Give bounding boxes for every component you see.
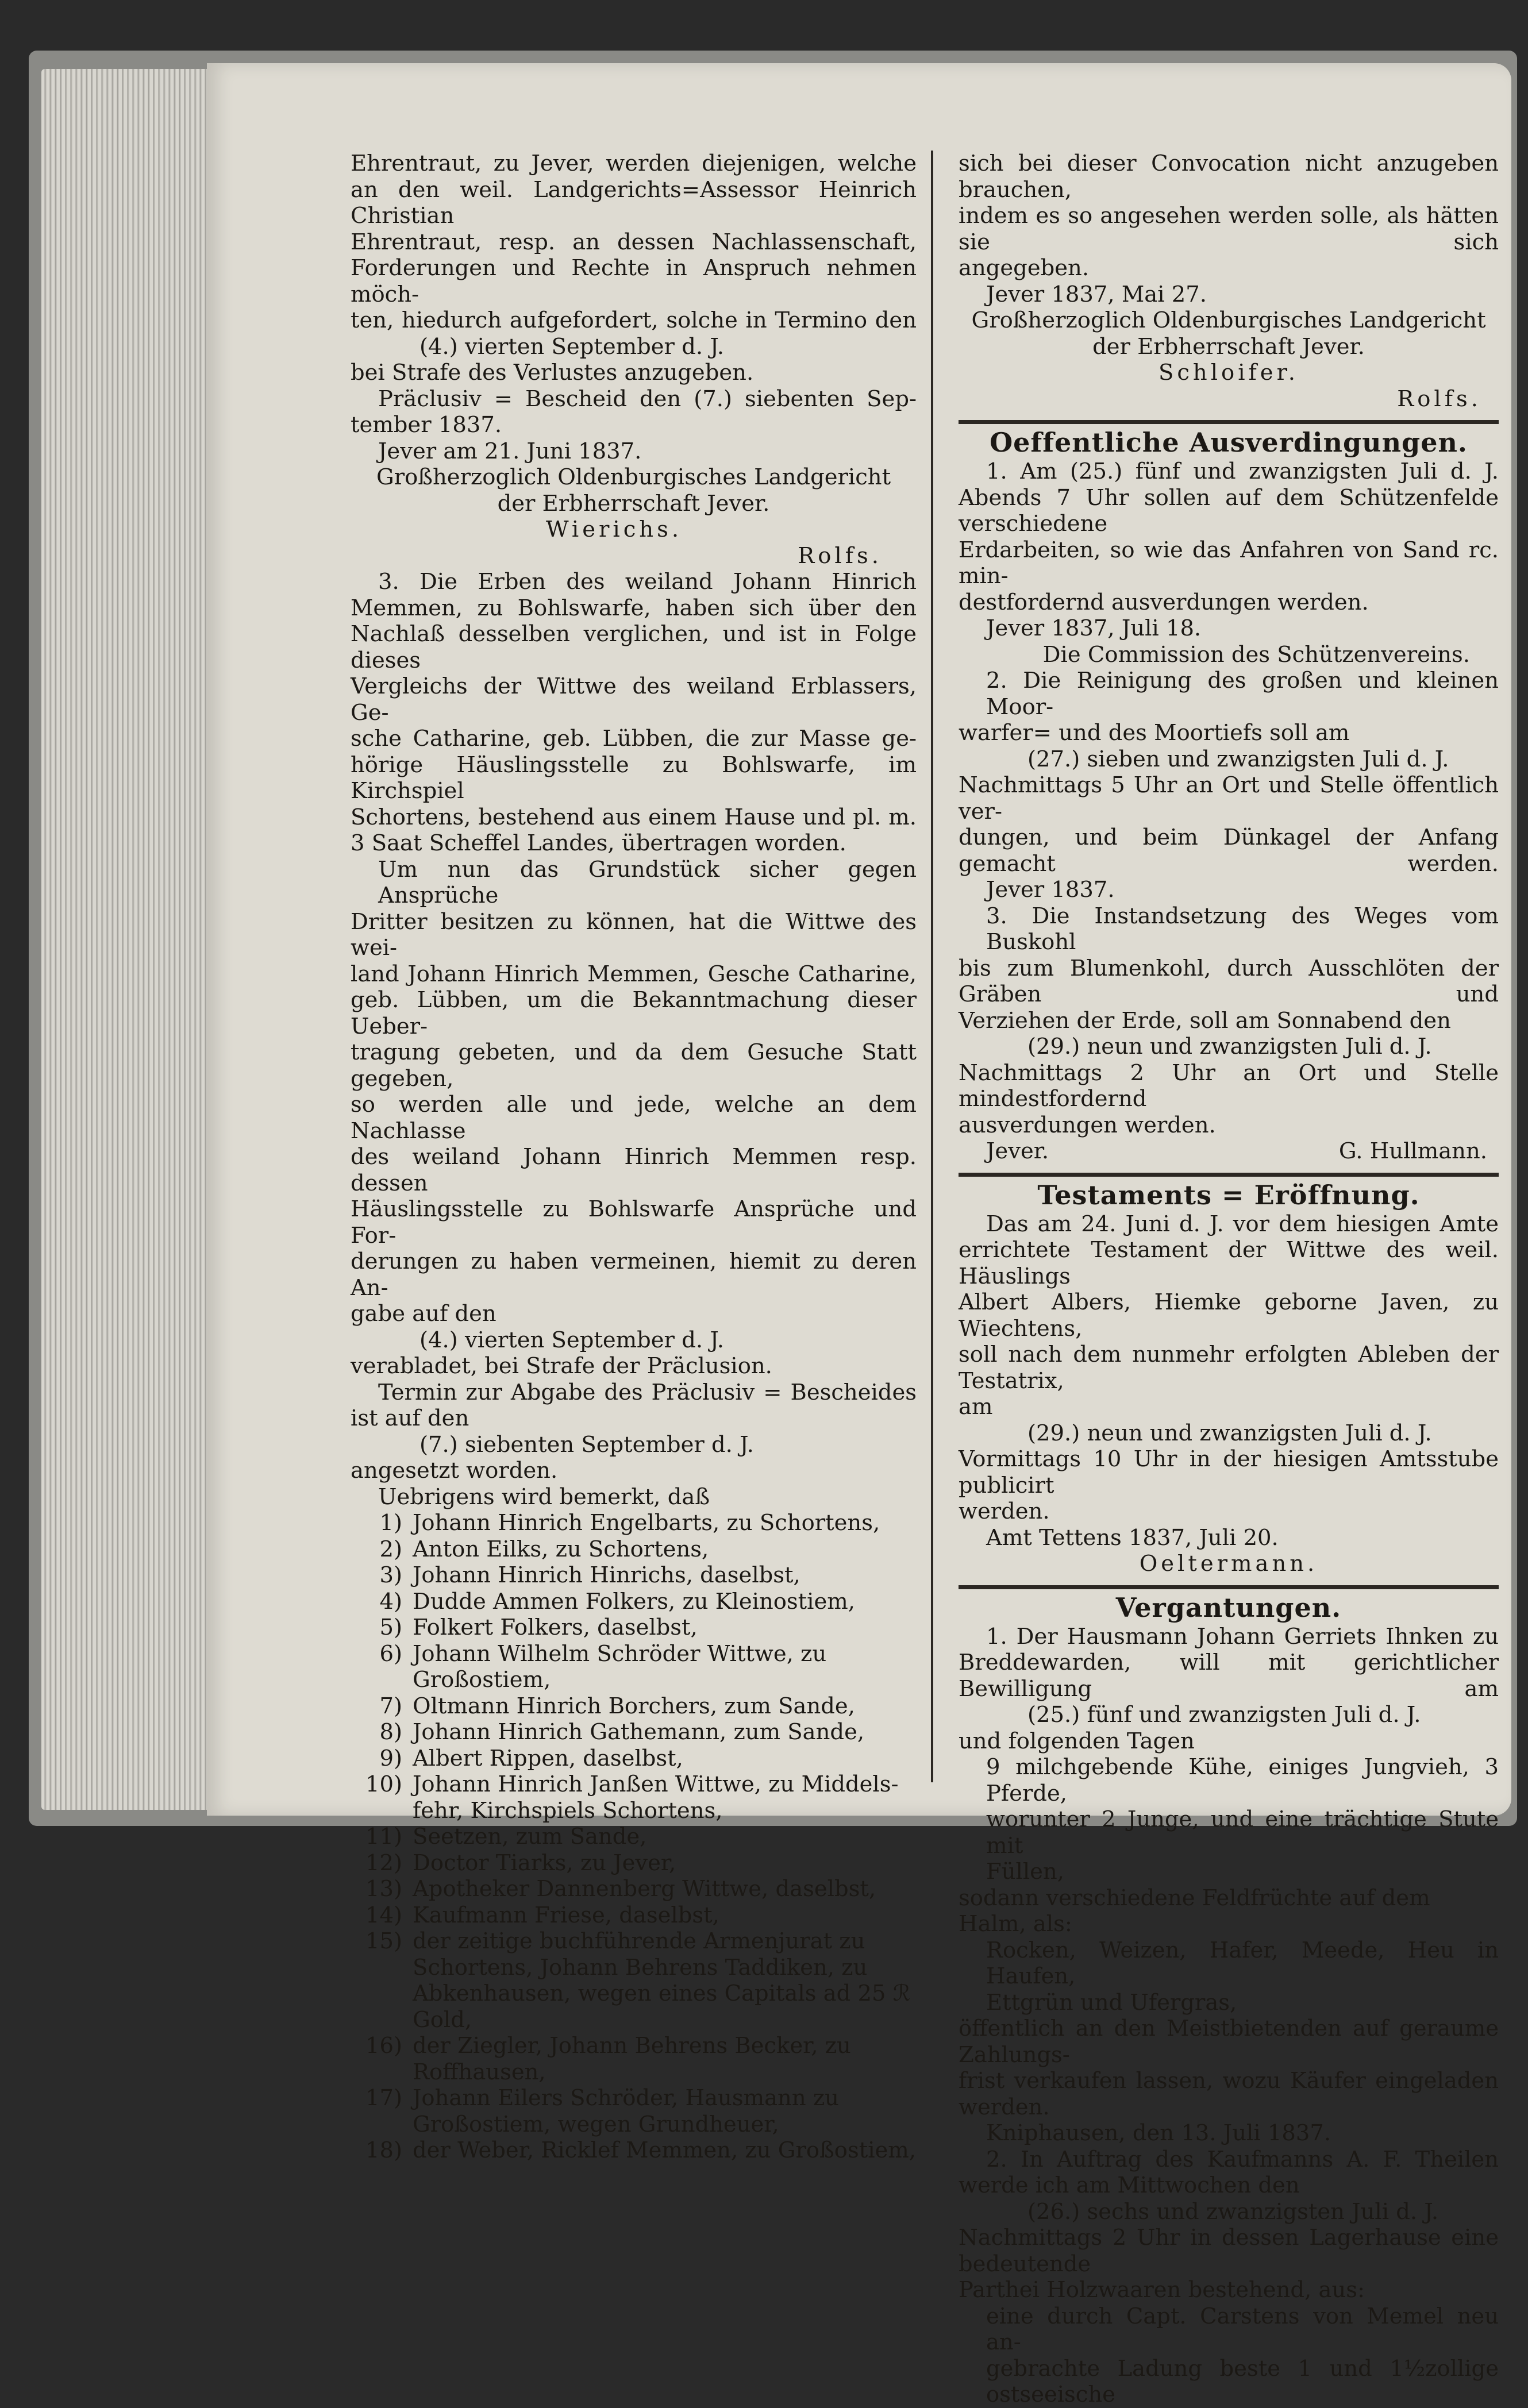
list-item xyxy=(351,2085,917,2137)
signature: Rolfs. xyxy=(798,542,882,569)
list-number: 15) xyxy=(365,1928,402,1954)
section-heading: Testaments = Eröffnung. xyxy=(1037,1179,1420,1211)
date-line: Kniphausen, den 13. Juli 1837. xyxy=(986,2120,1331,2146)
page-edges xyxy=(41,69,214,1810)
text-line: 9 milchgebende Kühe, einiges Jungvieh, 3 Pferde, xyxy=(986,1754,1499,1806)
text-line: Memmen, zu Bohlswarfe, haben sich über den xyxy=(351,595,917,621)
text-line: Füllen, xyxy=(986,1859,1064,1885)
place-line: Jever. xyxy=(986,1138,1049,1164)
list-item xyxy=(351,1589,917,1615)
text-line: Schortens, bestehend aus einem Hause und pl. m. xyxy=(351,804,917,830)
list-number: 14) xyxy=(365,1902,402,1928)
text-line: Parthei Holzwaaren bestehend, aus: xyxy=(959,2277,1365,2303)
text-line: Ettgrün und Ufergras, xyxy=(986,1989,1237,2016)
text-line: werden. xyxy=(959,1498,1050,1524)
section-heading: Oeffentliche Ausverdingungen. xyxy=(990,427,1468,458)
text-line: sche Catharine, geb. Lübben, die zur Masse ge- xyxy=(351,726,917,752)
date-line: Jever am 21. Juni 1837. xyxy=(378,438,642,464)
text-line: Das am 24. Juni d. J. vor dem hiesigen Amte xyxy=(986,1211,1499,1237)
date-line: (27.) sieben und zwanzigsten Juli d. J. xyxy=(1027,746,1449,772)
text-line: bei Strafe des Verlustes anzugeben. xyxy=(351,360,754,386)
list-number: 11) xyxy=(365,1824,402,1850)
signature-row xyxy=(959,1138,1499,1165)
text-line: soll nach dem nunmehr erfolgten Ableben der Testatrix, xyxy=(959,1342,1499,1394)
text-line: werde ich am Mittwochen den xyxy=(959,2172,1300,2198)
text-line: Breddewarden, will mit gerichtlicher Bewilligung am xyxy=(959,1650,1499,1702)
text-line: des weiland Johann Hinrich Memmen resp. dessen xyxy=(351,1144,917,1196)
list-text: Apotheker Dannenberg Wittwe, daselbst, xyxy=(413,1876,876,1902)
text-line: ist auf den xyxy=(351,1405,469,1431)
list-text: Kaufmann Friese, daselbst, xyxy=(413,1902,719,1928)
list-number: 5) xyxy=(379,1615,402,1640)
text-line: Uebrigens wird bemerkt, daß xyxy=(378,1484,710,1510)
text-line: Nachlaß desselben verglichen, und ist in Folge dieses xyxy=(351,621,917,673)
text-line: warfer= und des Moortiefs soll am xyxy=(959,720,1350,746)
date-line: (4.) vierten September d. J. xyxy=(419,1327,724,1353)
text-line: Vergleichs der Wittwe des weiland Erblassers, Ge- xyxy=(351,673,917,726)
text-line: Verziehen der Erde, soll am Sonnabend den xyxy=(959,1007,1451,1034)
signature: Schloifer. xyxy=(1158,360,1299,386)
list-text: der zeitige buchführende Armenjurat zu Schortens, Johann Behrens Taddiken, zu Abkenhausen, wegen eines Capitals ad 25 ℛ Gold, xyxy=(413,1928,911,2033)
text-line: Vormittags 10 Uhr in der hiesigen Amtsstube publicirt xyxy=(959,1446,1499,1498)
text-line: Albert Albers, Hiemke geborne Javen, zu Wiechtens, xyxy=(959,1289,1499,1342)
text-line: 1. Am (25.) fünf und zwanzigsten Juli d. J. xyxy=(986,459,1499,484)
text-line: 1. Der Hausmann Johann Gerriets Ihnken zu xyxy=(986,1623,1499,1650)
text-line: verabladet, bei Strafe der Präclusion. xyxy=(351,1353,772,1379)
list-item xyxy=(351,1876,917,1902)
column-divider xyxy=(931,151,933,1782)
list-text: Anton Eilks, zu Schortens, xyxy=(413,1536,709,1562)
list-text: Johann Hinrich Janßen Wittwe, zu Middels-fehr, Kirchspiels Schortens, xyxy=(413,1771,899,1824)
list-text: Johann Wilhelm Schröder Wittwe, zu Großostiem, xyxy=(413,1640,827,1693)
text-line: so werden alle und jede, welche an dem Nachlasse xyxy=(351,1092,917,1144)
text-line: destfordernd ausverdungen werden. xyxy=(959,589,1369,615)
date-line: (4.) vierten September d. J. xyxy=(419,333,724,360)
list-text: Johann Hinrich Engelbarts, zu Schortens, xyxy=(413,1510,880,1536)
text-line: tember 1837. xyxy=(351,412,502,438)
signature: G. Hullmann. xyxy=(1338,1138,1487,1164)
text-line: indem es so angesehen werden solle, als hätten sie sich xyxy=(959,203,1499,255)
list-text: Folkert Folkers, daselbst, xyxy=(413,1615,698,1640)
list-item xyxy=(351,1641,917,1693)
list-number: 13) xyxy=(365,1876,402,1902)
text-line: Nachmittags 5 Uhr an Ort und Stelle öffentlich ver- xyxy=(959,772,1499,825)
section-rule xyxy=(959,1585,1499,1589)
list-number: 2) xyxy=(379,1536,402,1562)
list-item xyxy=(351,1719,917,1746)
text-line: ten, hiedurch aufgefordert, solche in Termino den xyxy=(351,307,917,333)
list-item xyxy=(351,2137,917,2164)
text-line: sodann verschiedene Feldfrüchte auf dem Halm, als: xyxy=(959,1885,1430,1937)
list-number: 10) xyxy=(365,1771,402,1797)
text-line: Präclusiv = Bescheid den (7.) siebenten Sep- xyxy=(378,386,917,412)
text-line: bis zum Blumenkohl, durch Ausschlöten der Gräben und xyxy=(959,955,1499,1007)
text-line: 2. Die Reinigung des großen und kleinen Moor- xyxy=(986,668,1499,720)
list-number: 4) xyxy=(379,1588,402,1615)
date-line: (25.) fünf und zwanzigsten Juli d. J. xyxy=(1027,1702,1421,1728)
list-text: Seetzen, zum Sande, xyxy=(413,1824,647,1850)
text-line: hörige Häuslingsstelle zu Bohlswarfe, im Kirchspiel xyxy=(351,752,917,804)
list-text: Albert Rippen, daselbst, xyxy=(413,1745,683,1771)
text-line: Termin zur Abgabe des Präclusiv = Bescheides xyxy=(378,1379,917,1405)
text-line: Nachmittags 2 Uhr an Ort und Stelle mindestfordernd xyxy=(959,1059,1499,1112)
text-line: land Johann Hinrich Memmen, Gesche Catharine, xyxy=(351,961,917,987)
text-line: errichtete Testament der Wittwe des weil. Häuslings xyxy=(959,1237,1499,1289)
text-line: an den weil. Landgerichts=Assessor Heinrich Christian xyxy=(351,176,917,229)
court-name: der Erbherrschaft Jever. xyxy=(497,490,770,517)
text-line: worunter 2 Junge, und eine trächtige Stute mit xyxy=(986,1806,1499,1859)
text-line: ausverdungen werden. xyxy=(959,1112,1216,1138)
list-number: 9) xyxy=(379,1745,402,1771)
court-name: Großherzoglich Oldenburgisches Landgericht xyxy=(376,464,891,490)
text-line: Ehrentraut, resp. an dessen Nachlassenschaft, xyxy=(351,229,917,255)
list-text: Dudde Ammen Folkers, zu Kleinostiem, xyxy=(413,1588,855,1615)
list-number: 7) xyxy=(379,1693,402,1719)
text-line: derungen zu haben vermeinen, hiemit zu deren An- xyxy=(351,1249,917,1301)
list-number: 12) xyxy=(365,1850,402,1876)
date-line: (7.) siebenten September d. J. xyxy=(419,1431,754,1458)
date-line: Jever 1837, Mai 27. xyxy=(986,281,1207,307)
text-line: eine durch Capt. Carstens von Memel neu an- xyxy=(986,2303,1499,2355)
text-line: Häuslingsstelle zu Bohlswarfe Ansprüche und For- xyxy=(351,1196,917,1249)
left-column xyxy=(351,151,917,2164)
date-line: Amt Tettens 1837, Juli 20. xyxy=(986,1524,1279,1551)
text-line: Forderungen und Rechte in Anspruch nehmen möch- xyxy=(351,255,917,307)
text-line: sich bei dieser Convocation nicht anzugeben brauchen, xyxy=(959,151,1499,203)
list-text: der Weber, Ricklef Memmen, zu Großostiem, xyxy=(413,2137,917,2163)
list-item xyxy=(351,1693,917,1720)
creditor-list xyxy=(351,1510,917,2164)
list-item xyxy=(351,2033,917,2085)
text-line: Ehrentraut, zu Jever, werden diejenigen, welche xyxy=(351,151,917,176)
text-line: dungen, und beim Dünkagel der Anfang gemacht werden. xyxy=(959,825,1499,877)
text-line: gebrachte Ladung beste 1 und 1½zollige ostseeische xyxy=(986,2355,1499,2407)
text-line: am xyxy=(959,1394,993,1420)
section-heading: Vergantungen. xyxy=(1115,1592,1342,1623)
list-number: 18) xyxy=(365,2137,402,2163)
signature: Oeltermann. xyxy=(1139,1551,1318,1577)
section-rule xyxy=(959,420,1499,424)
list-item xyxy=(351,1902,917,1929)
text-line: angegeben. xyxy=(959,255,1090,281)
list-item xyxy=(351,1928,917,2033)
list-text: Johann Hinrich Gathemann, zum Sande, xyxy=(413,1719,865,1745)
list-number: 1) xyxy=(379,1510,402,1536)
text-line: tragung gebeten, und da dem Gesuche Statt gegeben, xyxy=(351,1039,917,1092)
text-line: 3 Saat Scheffel Landes, übertragen worden. xyxy=(351,830,846,856)
text-line: 2. In Auftrag des Kaufmanns A. F. Theilen xyxy=(986,2146,1499,2172)
text-line: Abends 7 Uhr sollen auf dem Schützenfelde verschiedene xyxy=(959,484,1499,537)
list-item xyxy=(351,1510,917,1536)
list-text: Johann Eilers Schröder, Hausmann zu Großostiem, wegen Grundheuer, xyxy=(413,2085,839,2137)
list-item xyxy=(351,1615,917,1641)
list-text: Doctor Tiarks, zu Jever, xyxy=(413,1850,676,1876)
date-line: (29.) neun und zwanzigsten Juli d. J. xyxy=(1027,1034,1432,1059)
list-item xyxy=(351,1562,917,1589)
list-text: Oltmann Hinrich Borchers, zum Sande, xyxy=(413,1693,855,1719)
text-line: Erdarbeiten, so wie das Anfahren von Sand rc. min- xyxy=(959,537,1499,589)
list-number: 17) xyxy=(365,2085,402,2111)
court-name: der Erbherrschaft Jever. xyxy=(1092,333,1365,360)
list-number: 8) xyxy=(379,1719,402,1745)
text-line: frist verkaufen lassen, wozu Käufer eingeladen werden. xyxy=(959,2068,1499,2120)
text-line: geb. Lübben, um die Bekanntmachung dieser Ueber- xyxy=(351,987,917,1039)
text-line: Rocken, Weizen, Hafer, Meede, Heu in Haufen, xyxy=(986,1937,1499,1989)
section-rule xyxy=(959,1173,1499,1177)
list-number: 16) xyxy=(365,2033,402,2059)
date-line: (26.) sechs und zwanzigsten Juli d. J. xyxy=(1027,2198,1439,2225)
signature: Die Commission des Schützenvereins. xyxy=(1042,641,1470,668)
date-line: (29.) neun und zwanzigsten Juli d. J. xyxy=(1027,1420,1432,1446)
list-number: 3) xyxy=(379,1562,402,1588)
court-name: Großherzoglich Oldenburgisches Landgericht xyxy=(971,307,1486,333)
list-text: Johann Hinrich Hinrichs, daselbst, xyxy=(413,1562,800,1588)
text-line: 3. Die Erben des weiland Johann Hinrich xyxy=(378,569,917,595)
list-item xyxy=(351,1746,917,1772)
text-line: Um nun das Grundstück sicher gegen Ansprüche xyxy=(378,856,917,908)
list-item xyxy=(351,1824,917,1850)
list-item xyxy=(351,1536,917,1563)
date-line: Jever 1837. xyxy=(986,877,1115,903)
list-number: 6) xyxy=(379,1640,402,1667)
text-line: und folgenden Tagen xyxy=(959,1728,1195,1754)
signature: Wierichs. xyxy=(546,517,683,542)
right-column xyxy=(959,151,1499,2408)
text-line: 3. Die Instandsetzung des Weges vom Buskohl xyxy=(986,903,1499,955)
list-text: der Ziegler, Johann Behrens Becker, zu Roffhausen, xyxy=(413,2033,851,2085)
text-line: öffentlich an den Meistbietenden auf geraume Zahlungs- xyxy=(959,2016,1499,2068)
text-line: Nachmittags 2 Uhr in dessen Lagerhause eine bedeutende xyxy=(959,2225,1499,2277)
text-line: gabe auf den xyxy=(351,1301,496,1327)
text-line: angesetzt worden. xyxy=(351,1458,558,1484)
date-line: Jever 1837, Juli 18. xyxy=(986,615,1202,641)
list-item xyxy=(351,1771,917,1824)
text-line: Dritter besitzen zu können, hat die Wittwe des wei- xyxy=(351,908,917,961)
signature: Rolfs. xyxy=(1397,386,1481,412)
list-item xyxy=(351,1850,917,1877)
